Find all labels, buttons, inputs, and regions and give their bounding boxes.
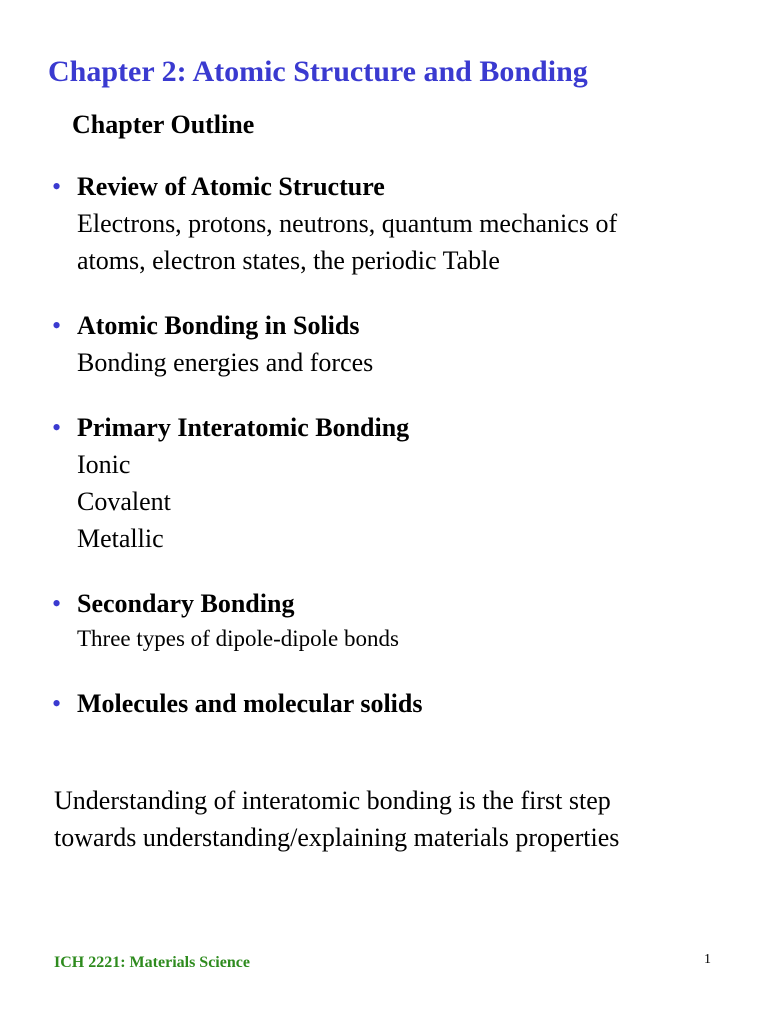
conclusion-text (54, 782, 619, 856)
bullet-icon: • (52, 311, 62, 340)
outline-item-heading: Review of Atomic Structure (77, 172, 385, 201)
footer-course-label: ICH 2221: Materials Science (54, 954, 250, 971)
bullet-icon: • (52, 589, 62, 618)
conclusion-line: Understanding of interatomic bonding is the first step (54, 786, 611, 815)
outline-item-primary-bonding (52, 410, 752, 557)
outline-item-heading: Molecules and molecular solids (77, 689, 423, 718)
outline-item-secondary-bonding (52, 586, 752, 656)
outline-item-detail: Ionic (77, 450, 131, 479)
bullet-icon: • (52, 172, 62, 201)
chapter-outline-heading: Chapter Outline (72, 110, 255, 139)
outline-item-detail: Covalent (77, 487, 171, 516)
bullet-icon: • (52, 689, 62, 718)
outline-item-heading: Secondary Bonding (77, 589, 295, 618)
outline-item-heading: Primary Interatomic Bonding (77, 413, 410, 442)
outline-item-atomic-structure (52, 169, 752, 279)
outline-item-atomic-bonding (52, 308, 752, 381)
outline-item-molecules (52, 686, 752, 722)
bullet-icon: • (52, 413, 62, 442)
outline-item-heading: Atomic Bonding in Solids (77, 311, 360, 340)
outline-item-detail: Electrons, protons, neutrons, quantum mechanics of (77, 209, 618, 238)
outline-item-detail: Metallic (77, 524, 164, 553)
outline-item-detail: Three types of dipole-dipole bonds (77, 626, 399, 651)
page-number: 1 (704, 952, 711, 967)
outline-item-detail: Bonding energies and forces (77, 348, 374, 377)
slide-title: Chapter 2: Atomic Structure and Bonding (48, 55, 588, 88)
outline-item-detail: atoms, electron states, the periodic Table (77, 246, 500, 275)
conclusion-line: towards understanding/explaining materials properties (54, 823, 620, 852)
